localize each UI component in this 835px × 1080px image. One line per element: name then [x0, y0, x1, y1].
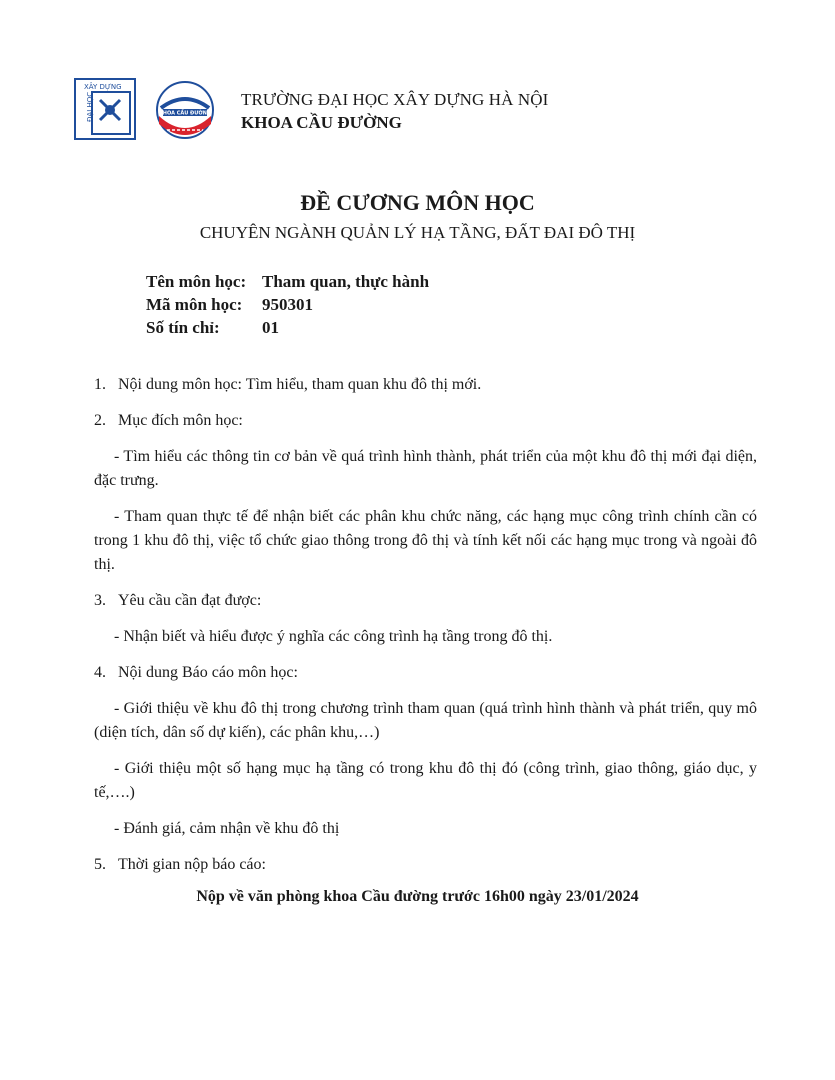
section-text: Mục đích môn học: [118, 412, 243, 429]
course-name-row [146, 270, 429, 293]
document-subtitle: CHUYÊN NGÀNH QUẢN LÝ HẠ TẦNG, ĐẤT ĐAI ĐÔ THỊ [199, 223, 636, 242]
section-number: 5. [94, 856, 106, 873]
document-body [94, 373, 757, 889]
course-name-label: Tên môn học: [146, 272, 247, 291]
section-number: 1. [94, 376, 106, 393]
school-name: TRƯỜNG ĐẠI HỌC XÂY DỰNG HÀ NỘI [241, 90, 549, 109]
section-3 [94, 589, 757, 613]
section-text: Thời gian nộp báo cáo: [118, 856, 266, 873]
document-title: ĐỀ CƯƠNG MÔN HỌC [300, 190, 535, 215]
section-2-paragraph-1: - Tìm hiểu các thông tin cơ bản về quá trình hình thành, phát triển của một khu đô thị mới đại diện, đặc trưng. [94, 448, 757, 489]
section-3-paragraph-1: - Nhận biết và hiểu được ý nghĩa các công trình hạ tầng trong đô thị. [114, 628, 553, 645]
section-4-paragraph-2: - Giới thiệu một số hạng mục hạ tầng có trong khu đô thị đó (công trình, giao thông, giáo dục, y tế,….) [94, 760, 757, 801]
section-number: 4. [94, 664, 106, 681]
credits-row [146, 316, 429, 339]
course-name-value: Tham quan, thực hành [262, 272, 430, 291]
section-4 [94, 661, 757, 685]
svg-text:XÂY DỰNG: XÂY DỰNG [84, 83, 122, 91]
section-4-paragraph-1: - Giới thiệu về khu đô thị trong chương trình tham quan (quá trình hình thành và phát triển, quy mô (diện tích, dân số dự kiến), các phân khu,…) [94, 700, 757, 741]
section-number: 3. [94, 592, 106, 609]
section-2 [94, 409, 757, 433]
university-logo [74, 78, 136, 140]
section-2-paragraph-2: - Tham quan thực tế để nhận biết các phân khu chức năng, các hạng mục công trình chính cần có trong 1 khu đô thị, việc tổ chức giao thông trong đô thị và tính kết nối các hạng mục trong và ngoài đô thị. [94, 508, 757, 573]
section-number: 2. [94, 412, 106, 429]
svg-text:KHOA CẦU ĐƯỜNG: KHOA CẦU ĐƯỜNG [158, 110, 212, 117]
faculty-logo [153, 80, 217, 140]
section-5 [94, 853, 757, 877]
section-4-paragraph-3: - Đánh giá, cảm nhận về khu đô thị [114, 820, 340, 837]
section-text: Yêu cầu cần đạt được: [118, 592, 262, 609]
section-text: Nội dung Báo cáo môn học: [118, 664, 298, 681]
course-code-row [146, 293, 429, 316]
credits-value: 01 [262, 318, 279, 337]
section-1 [94, 373, 757, 397]
course-code-label: Mã môn học: [146, 295, 243, 314]
course-code-value: 950301 [262, 295, 313, 314]
faculty-name: KHOA CẦU ĐƯỜNG [241, 113, 402, 132]
course-info [146, 270, 429, 339]
section-text: Nội dung môn học: Tìm hiểu, tham quan khu đô thị mới. [118, 376, 482, 393]
svg-text:ĐẠI HỌC: ĐẠI HỌC [86, 91, 94, 122]
submission-deadline: Nộp về văn phòng khoa Cầu đường trước 16h00 ngày 23/01/2024 [196, 888, 639, 905]
credits-label: Số tín chỉ: [146, 318, 220, 337]
